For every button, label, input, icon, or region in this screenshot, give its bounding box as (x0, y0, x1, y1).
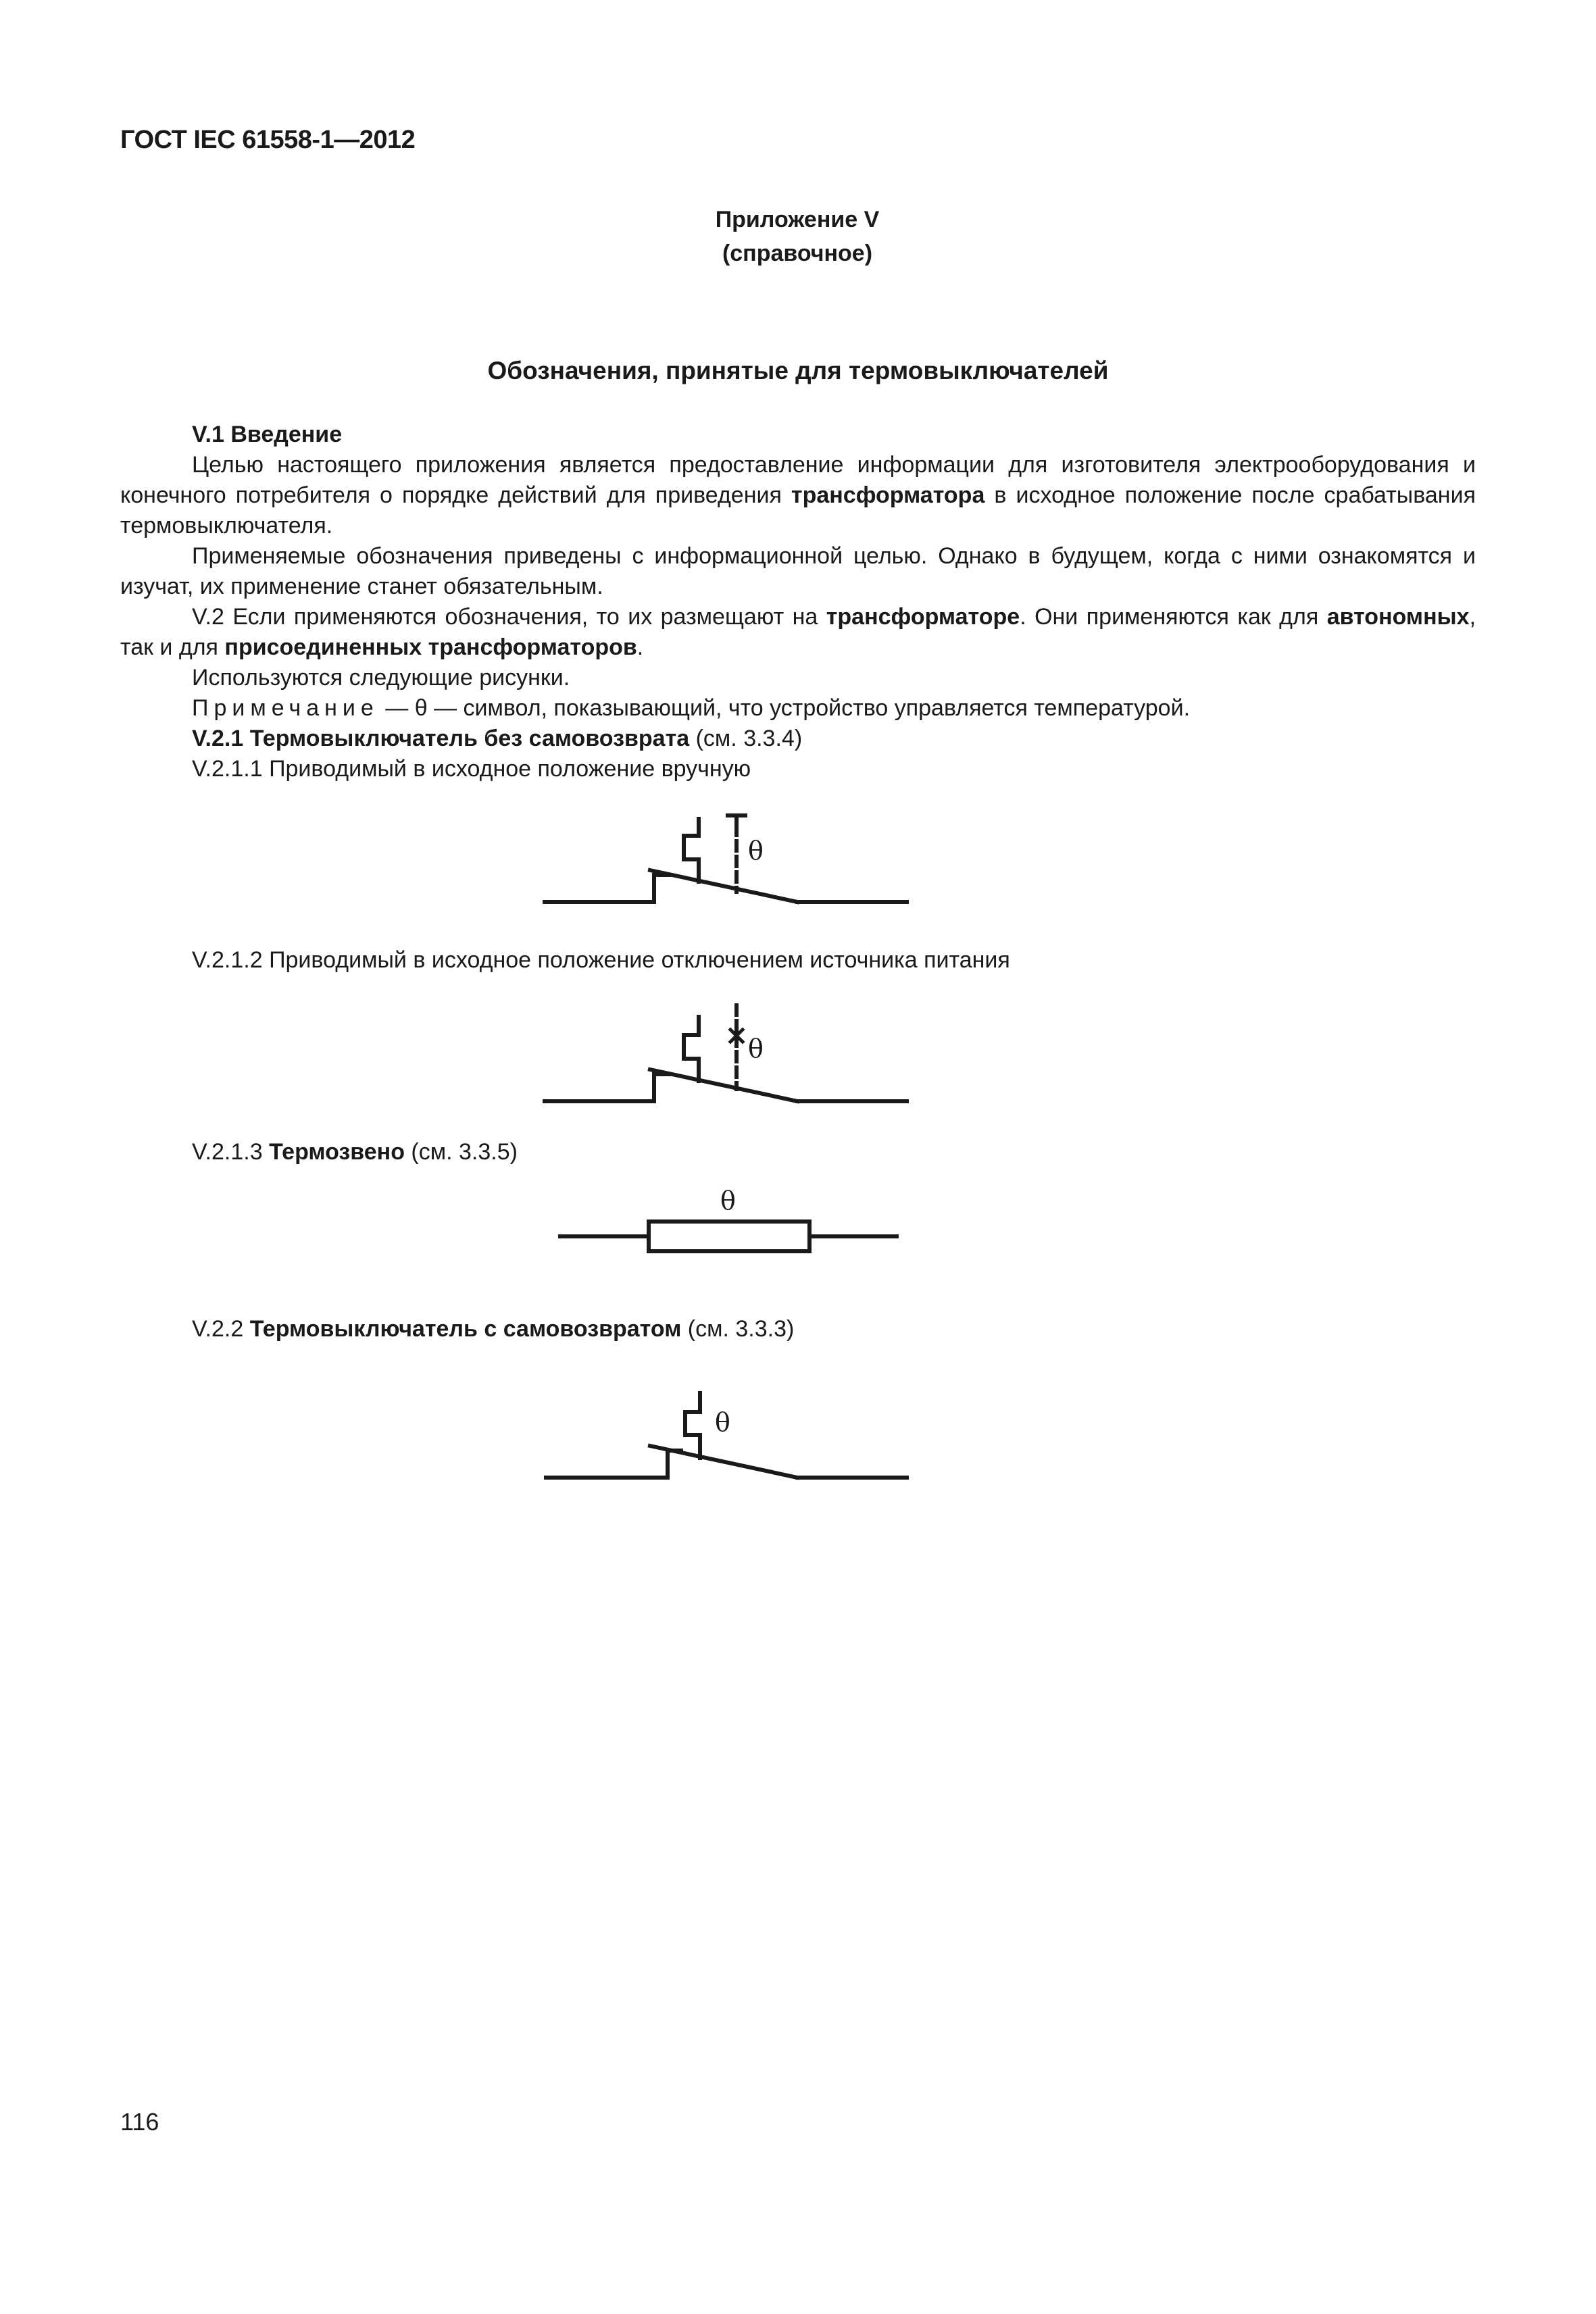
annex-title: Приложение V (715, 207, 880, 232)
section-v1-paragraph-2: Применяемые обозначения приведены с информационной целью. Однако в будущем, когда с ними ознакомятся и изучат, их применение станет обязательным. (120, 543, 1476, 599)
standard-designation: ГОСТ IEC 61558-1—2012 (120, 126, 416, 154)
figures-intro: Используются следующие рисунки. (192, 665, 570, 690)
annex-type: (справочное) (722, 241, 873, 266)
section-v213-heading: V.2.1.3 Термозвено (см. 3.3.5) (192, 1139, 518, 1165)
section-v22-heading: V.2.2 Термовыключатель с самовозвратом (см. 3.3.3) (192, 1316, 795, 1342)
section-v21-heading: V.2.1 Термовыключатель без самовозврата (см. 3.3.4) (192, 726, 803, 751)
theta-label: θ (748, 836, 764, 865)
theta-label: θ (715, 1407, 730, 1437)
page-number: 116 (120, 2108, 159, 2136)
theta-label: θ (748, 1034, 764, 1063)
theta-label: θ (720, 1186, 736, 1215)
note: Примечание — θ — символ, показывающий, что устройство управляется температурой. (192, 695, 1191, 721)
section-v1-paragraph-1: Целью настоящего приложения является предоставление информации для изготовителя электрооборудования и конечного потребителя о порядке действий для приведения трансформатора в исходное положение после срабатывания термовыключателя. (120, 452, 1476, 538)
section-v212-heading: V.2.1.2 Приводимый в исходное положение отключением источника питания (192, 947, 1010, 973)
section-v211-heading: V.2.1.1 Приводимый в исходное положение вручную (192, 756, 751, 782)
section-v2-paragraph: V.2 Если применяются обозначения, то их размещают на трансформаторе. Они применяются как для автономных, так и для присоединенных трансформаторов. (120, 604, 1476, 660)
page-title: Обозначения, принятые для термовыключателей (487, 357, 1109, 384)
section-v1-heading: V.1 Введение (192, 422, 343, 447)
